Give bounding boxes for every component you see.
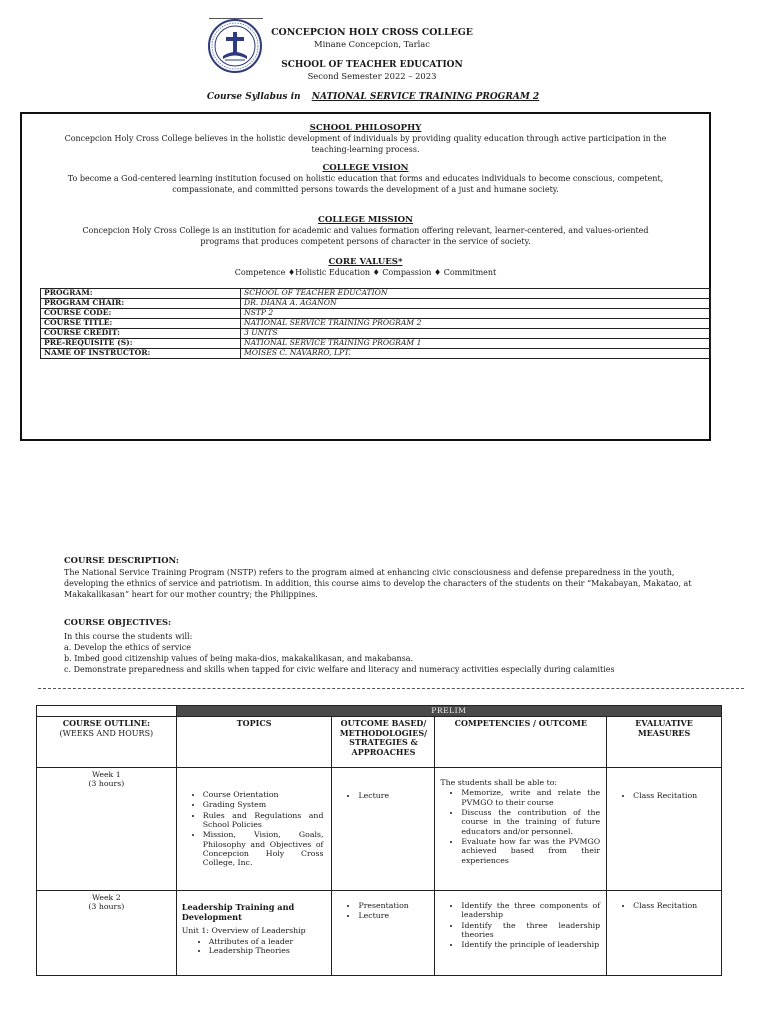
evaluation-item: • Class Recitation bbox=[633, 901, 717, 910]
method-item: • Lecture bbox=[358, 911, 430, 920]
term-band-row bbox=[37, 706, 722, 717]
syllabus-title bbox=[0, 92, 746, 102]
syllabus-course: NATIONAL SERVICE TRAINING PROGRAM 2 bbox=[311, 92, 540, 102]
info-row bbox=[41, 289, 711, 299]
objectives-title: COURSE OBJECTIVES: bbox=[64, 617, 172, 627]
method-item: • Lecture bbox=[358, 791, 430, 800]
info-row bbox=[41, 309, 711, 319]
topic-item: • Leadership Theories bbox=[209, 946, 324, 955]
info-label: NAME OF INSTRUCTOR: bbox=[41, 349, 241, 359]
evaluation-cell bbox=[607, 891, 722, 976]
header-course-outline-main: COURSE OUTLINE: bbox=[62, 718, 150, 728]
competency-item: • Identify the three components of leadership bbox=[461, 901, 600, 920]
info-row bbox=[41, 319, 711, 329]
course-outline-table bbox=[36, 705, 722, 976]
school-name: SCHOOL OF TEACHER EDUCATION bbox=[281, 60, 463, 70]
mission-title: COLLEGE MISSION bbox=[318, 215, 413, 225]
info-row bbox=[41, 339, 711, 349]
topic-list bbox=[179, 790, 324, 868]
info-value: NATIONAL SERVICE TRAINING PROGRAM 1 bbox=[241, 339, 711, 349]
info-label: COURSE CODE: bbox=[41, 309, 241, 319]
info-row bbox=[41, 299, 711, 309]
competency-lead: The students shall be able to: bbox=[440, 778, 558, 787]
evaluation-list bbox=[609, 791, 717, 800]
competencies-cell bbox=[435, 891, 607, 976]
topic-item: • Attributes of a leader bbox=[209, 937, 324, 946]
info-value: NATIONAL SERVICE TRAINING PROGRAM 2 bbox=[241, 319, 711, 329]
header-course-outline bbox=[37, 717, 177, 768]
method-list bbox=[334, 901, 430, 921]
course-info-table bbox=[40, 288, 711, 359]
objectives-list bbox=[64, 643, 714, 675]
info-label: COURSE TITLE: bbox=[41, 319, 241, 329]
mission-text: Concepcion Holy Cross College is an institution for academic and values formation offering relevant, learner-centered, and values-oriented programs that produces competent persons of character in the service of society. bbox=[82, 226, 649, 246]
course-objectives bbox=[64, 617, 714, 676]
document-header bbox=[0, 0, 768, 110]
objective-item: b. Imbed good citizenship values of being maka-dios, makakalikasan, and makabansa. bbox=[64, 653, 414, 663]
methods-cell bbox=[332, 891, 435, 976]
core-values-title: CORE VALUES* bbox=[328, 257, 403, 267]
competencies-cell bbox=[435, 768, 607, 891]
section-divider bbox=[38, 688, 744, 689]
topics-cell bbox=[176, 768, 332, 891]
header-topics: TOPICS bbox=[176, 717, 332, 768]
competency-item: • Identify the principle of leadership bbox=[461, 940, 600, 949]
topic-item: • Rules and Regulations and School Policies bbox=[203, 811, 324, 830]
info-label: COURSE CREDIT: bbox=[41, 329, 241, 339]
term-band: PRELIM bbox=[176, 706, 721, 717]
objective-item: a. Develop the ethics of service bbox=[64, 643, 192, 653]
college-address: Minane Concepcion, Tarlac bbox=[314, 39, 430, 49]
competency-list bbox=[437, 901, 600, 950]
info-value: NSTP 2 bbox=[241, 309, 711, 319]
info-label: PROGRAM: bbox=[41, 289, 241, 299]
info-value: SCHOOL OF TEACHER EDUCATION bbox=[241, 289, 711, 299]
topic-item: • Grading System bbox=[203, 800, 324, 809]
week-hours: (3 hours) bbox=[88, 902, 125, 912]
outline-row bbox=[37, 891, 722, 976]
philosophy-title: SCHOOL PHILOSOPHY bbox=[309, 123, 422, 133]
info-value: MOISES C. NAVARRO, LPT. bbox=[241, 349, 711, 359]
evaluation-cell bbox=[607, 768, 722, 891]
evaluation-list bbox=[609, 901, 717, 910]
vision-text: To become a God-centered learning institution focused on holistic education that forms and educates individuals to become conscious, competent, compassionate, and committed persons towards the development of a just and humane society. bbox=[67, 174, 664, 194]
outline-row bbox=[37, 768, 722, 891]
semester-label: Second Semester 2022 – 2023 bbox=[307, 71, 437, 81]
vision-title: COLLEGE VISION bbox=[322, 163, 409, 173]
method-list bbox=[334, 791, 430, 800]
info-label: PRE-REQUISITE (S): bbox=[41, 339, 241, 349]
band-spacer bbox=[37, 706, 177, 717]
outline-header-row bbox=[37, 717, 722, 768]
methods-cell bbox=[332, 768, 435, 891]
competency-item: • Memorize, write and relate the PVMGO to their course bbox=[461, 788, 600, 807]
institution-frame bbox=[20, 112, 711, 441]
header-course-outline-sub: (WEEKS AND HOURS) bbox=[59, 728, 154, 738]
week-cell bbox=[37, 891, 177, 976]
description-title: COURSE DESCRIPTION: bbox=[64, 555, 180, 565]
info-row bbox=[41, 329, 711, 339]
header-competencies: COMPETENCIES / OUTCOME bbox=[435, 717, 607, 768]
course-description bbox=[64, 555, 714, 601]
info-value: 3 UNITS bbox=[241, 329, 711, 339]
core-values-section bbox=[22, 257, 709, 279]
week-hours: (3 hours) bbox=[88, 779, 125, 789]
philosophy-text: Concepcion Holy Cross College believes in the holistic development of individuals by providing quality education through active participation in the teaching-learning process. bbox=[64, 134, 667, 154]
week-label: Week 2 bbox=[91, 893, 121, 902]
header-methodologies: OUTCOME BASED/ METHODOLOGIES/ STRATEGIES & APPROACHES bbox=[332, 717, 435, 768]
vision-section bbox=[22, 163, 709, 195]
competency-list bbox=[437, 788, 600, 865]
week-cell bbox=[37, 768, 177, 891]
method-item: • Presentation bbox=[358, 901, 430, 910]
mission-section bbox=[22, 215, 709, 247]
syllabus-prefix: Course Syllabus in bbox=[206, 92, 301, 102]
topic-item: • Mission, Vision, Goals, Philosophy and Objectives of Concepcion Holy Cross College, Inc. bbox=[203, 830, 324, 867]
college-name: CONCEPCION HOLY CROSS COLLEGE bbox=[271, 27, 473, 38]
core-values-text: Competence ♦Holistic Education ♦ Compassion ♦ Commitment bbox=[234, 268, 497, 278]
competency-item: • Evaluate how far was the PVMGO achieved based from their experiences bbox=[461, 837, 600, 865]
objective-item: c. Demonstrate preparedness and skills when tapped for civic welfare and literacy and numeracy activities especially during calamities bbox=[64, 664, 615, 674]
objectives-lead: In this course the students will: bbox=[64, 632, 193, 642]
header-evaluative-measures: EVALUATIVE MEASURES bbox=[607, 717, 722, 768]
evaluation-item: • Class Recitation bbox=[633, 791, 717, 800]
topic-title: Leadership Training and Development bbox=[181, 902, 295, 922]
week-label: Week 1 bbox=[91, 770, 121, 779]
competency-item: • Discuss the contribution of the course in the training of future educators and/or personnel. bbox=[461, 808, 600, 836]
topic-list bbox=[179, 937, 324, 956]
info-value: DR. DIANA A. AGANON bbox=[241, 299, 711, 309]
topics-cell bbox=[176, 891, 332, 976]
topic-subtitle: Unit 1: Overview of Leadership bbox=[181, 925, 306, 935]
description-text: The National Service Training Program (NSTP) refers to the program aimed at enhancing civic consciousness and defense preparedness in the youth, developing the ethnics of service and patriotism. In addition, this course aims to develop the characters of the students on their “Makabayan, Makatao, at Makakalikasan” heart for our mother country; the Philippines. bbox=[64, 568, 692, 599]
info-row bbox=[41, 349, 711, 359]
topic-item: • Course Orientation bbox=[203, 790, 324, 799]
info-label: PROGRAM CHAIR: bbox=[41, 299, 241, 309]
competency-item: • Identify the three leadership theories bbox=[461, 921, 600, 940]
philosophy-section bbox=[22, 123, 709, 155]
